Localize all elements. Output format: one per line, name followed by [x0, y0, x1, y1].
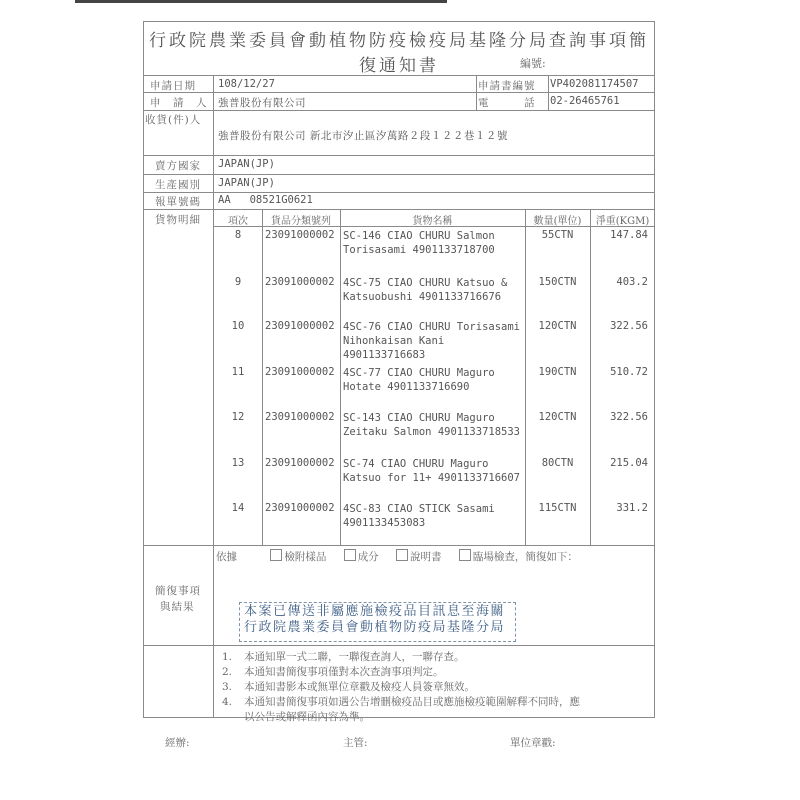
- application-date-value: 108/12/27: [218, 78, 275, 90]
- applicant-label: 申 請 人: [150, 97, 208, 109]
- hs-code: 23091000002: [265, 366, 335, 378]
- application-date-label: 申請日期: [150, 80, 196, 92]
- hs-code: 23091000002: [265, 276, 335, 288]
- col-header-hs-code: 貨品分類號列: [271, 216, 331, 227]
- checkbox-icon[interactable]: [344, 549, 356, 561]
- application-no-label: 申請書編號: [478, 80, 536, 92]
- quantity: 80CTN: [541, 457, 574, 469]
- scan-edge-bar: [75, 0, 447, 3]
- hs-code: 23091000002: [265, 457, 335, 469]
- checkbox-icon[interactable]: [459, 549, 471, 561]
- divider: [143, 192, 655, 193]
- option-attached-sample[interactable]: 檢附樣品: [270, 551, 326, 563]
- goods-name: 4SC-83 CIAO STICK Sasami 4901133453083: [343, 503, 495, 529]
- applicant-value: 強普股份有限公司: [218, 97, 306, 109]
- basis-row: [216, 549, 592, 564]
- goods-name: SC-146 CIAO CHURU Salmon Torisasami 4901133718700: [343, 230, 495, 256]
- origin-country-value: JAPAN(JP): [218, 177, 275, 189]
- note-item: 1. 本通知單一式二聯，一聯復查詢人，一聯存查。: [222, 651, 465, 663]
- col-header-net-weight: 淨重(KGM): [595, 216, 650, 227]
- reply-label-line2: 與結果: [160, 601, 195, 613]
- official-stamp: [239, 602, 516, 642]
- declaration-no-value: AA 08521G0621: [218, 194, 313, 206]
- hs-code: 23091000002: [265, 320, 335, 332]
- quantity: 120CTN: [538, 320, 577, 332]
- stamp-line2: 行政院農業委員會動植物防疫局基隆分局: [244, 620, 506, 635]
- hs-code: 23091000002: [265, 229, 335, 241]
- col-header-goods-name: 貨物名稱: [412, 216, 453, 227]
- item-no: 12: [231, 411, 245, 423]
- seller-country-label: 賣方國家: [155, 160, 201, 172]
- phone-label: 電 話: [478, 97, 536, 109]
- option-manual[interactable]: 說明書: [396, 551, 442, 563]
- divider: [143, 75, 655, 76]
- hs-code: 23091000002: [265, 411, 335, 423]
- goods-name: 4SC-77 CIAO CHURU Maguro Hotate 4901133716690: [343, 367, 495, 393]
- net-weight: 510.72: [610, 366, 648, 378]
- divider: [143, 92, 655, 93]
- divider: [143, 155, 655, 156]
- option-onsite-inspection[interactable]: 臨場檢查，簡復如下：: [459, 551, 578, 563]
- item-no: 14: [231, 502, 245, 514]
- unit-seal-label: 單位章戳:: [510, 737, 556, 749]
- divider: [143, 209, 655, 210]
- quantity: 55CTN: [541, 229, 574, 241]
- declaration-no-label: 報單號碼: [155, 196, 201, 208]
- seller-country-value: JAPAN(JP): [218, 158, 275, 170]
- goods-detail-label: 貨物明細: [155, 214, 201, 226]
- item-no: 11: [231, 366, 245, 378]
- consignee-label: 收貨(件)人: [145, 114, 202, 126]
- note-item: 3. 本通知書影本或無單位章戳及檢疫人員簽章無效。: [222, 681, 475, 693]
- divider: [213, 75, 214, 718]
- quantity: 150CTN: [538, 276, 577, 288]
- net-weight: 322.56: [610, 411, 648, 423]
- net-weight: 331.2: [616, 502, 648, 514]
- reply-label-line1: 簡復事項: [155, 585, 201, 597]
- quantity: 190CTN: [538, 366, 577, 378]
- divider: [143, 645, 655, 646]
- supervisor-signature-label: 主管:: [343, 737, 368, 749]
- item-no: 9: [234, 276, 242, 288]
- note-item: 2. 本通知書簡復事項僅對本次查詢事項判定。: [222, 666, 444, 678]
- net-weight: 147.84: [610, 229, 648, 241]
- divider: [340, 209, 341, 545]
- divider: [476, 75, 477, 110]
- serial-label: 編號:: [520, 57, 546, 70]
- goods-name: SC-143 CIAO CHURU Maguro Zeitaku Salmon 4901133718533: [343, 412, 521, 438]
- item-no: 13: [231, 457, 245, 469]
- col-header-quantity: 數量(單位): [533, 216, 582, 227]
- net-weight: 215.04: [610, 457, 648, 469]
- goods-name: 4SC-76 CIAO CHURU Torisasami Nihonkaisan Kani 4901133716683: [343, 321, 521, 361]
- document-title: 行政院農業委員會動植物防疫檢疫局基隆分局查詢事項簡復通知書: [149, 31, 649, 76]
- origin-country-label: 生產國別: [155, 179, 201, 191]
- option-ingredients[interactable]: 成分: [344, 551, 379, 563]
- divider: [143, 545, 655, 546]
- divider: [143, 174, 655, 175]
- net-weight: 322.56: [610, 320, 648, 332]
- application-no-value: VP402081174507: [550, 78, 639, 90]
- col-header-item: 項次: [228, 216, 248, 227]
- item-no: 10: [231, 320, 245, 332]
- quantity: 115CTN: [538, 502, 577, 514]
- goods-name: 4SC-75 CIAO CHURU Katsuo & Katsuobushi 4901133716676: [343, 277, 508, 303]
- basis-label: 依據: [216, 551, 237, 563]
- consignee-value: 強普股份有限公司 新北市汐止區汐萬路２段１２２巷１２號: [218, 130, 508, 142]
- goods-name: SC-74 CIAO CHURU Maguro Katsuo for 11+ 4901133716607: [343, 458, 521, 484]
- stamp-line1: 本案已傳送非屬應施檢疫品目訊息至海關: [244, 604, 506, 619]
- net-weight: 403.2: [616, 276, 648, 288]
- item-no: 8: [234, 229, 242, 241]
- checkbox-icon[interactable]: [270, 549, 282, 561]
- divider: [143, 110, 655, 111]
- note-item-continuation: 以公告或解釋函內容為準。: [244, 711, 370, 723]
- checkbox-icon[interactable]: [396, 549, 408, 561]
- hs-code: 23091000002: [265, 502, 335, 514]
- handler-signature-label: 經辦:: [165, 737, 190, 749]
- quantity: 120CTN: [538, 411, 577, 423]
- divider: [548, 75, 549, 110]
- phone-value: 02-26465761: [550, 95, 620, 107]
- note-item: 4. 本通知書簡復事項如遇公告增刪檢疫品目或應施檢疫範圍解釋不同時，應: [222, 696, 580, 708]
- notes-list: [222, 650, 580, 725]
